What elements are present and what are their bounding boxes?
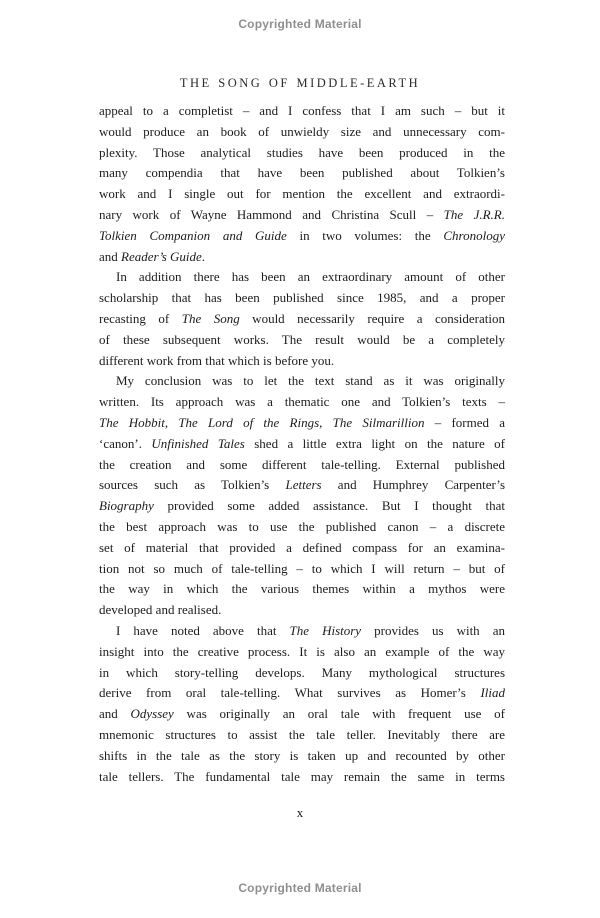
text-line bbox=[99, 600, 505, 621]
copyright-notice-top: Copyrighted Material bbox=[238, 17, 362, 31]
italic-text-segment: Iliad bbox=[480, 685, 505, 701]
text-line bbox=[99, 351, 505, 372]
text-segment: many compendia that have been published about Tolkien’s bbox=[99, 165, 505, 181]
italic-text-segment: Odyssey bbox=[130, 706, 174, 722]
text-segment: different work from that which is before you. bbox=[99, 352, 335, 368]
text-line bbox=[99, 455, 505, 476]
italic-text-segment: Tolkien Companion and Guide bbox=[99, 227, 287, 243]
italic-text-segment: The History bbox=[289, 622, 362, 638]
text-line bbox=[99, 683, 505, 704]
text-line bbox=[99, 143, 505, 164]
text-line bbox=[99, 101, 505, 122]
text-segment: provides us with an bbox=[361, 622, 505, 638]
text-line bbox=[99, 413, 505, 434]
text-segment: written. Its approach was a thematic one and Tolkien’s texts – bbox=[99, 394, 505, 410]
text-segment: the creation and some different tale-telling. External published bbox=[99, 456, 505, 472]
text-line bbox=[99, 267, 505, 288]
text-segment: In addition there has been an extraordinary amount of other bbox=[116, 269, 505, 285]
text-line bbox=[99, 517, 505, 538]
text-segment: and bbox=[99, 248, 122, 264]
text-segment: derive from oral tale-telling. What survives as Homer’s bbox=[99, 685, 481, 701]
body-text bbox=[99, 101, 505, 787]
text-line bbox=[99, 226, 505, 247]
text-segment: nary work of Wayne Hammond and Christina Scull – bbox=[99, 206, 444, 222]
text-line bbox=[99, 475, 505, 496]
text-line bbox=[99, 767, 505, 788]
text-segment: developed and realised. bbox=[99, 602, 222, 618]
text-segment: and Humphrey Carpenter’s bbox=[321, 477, 506, 493]
text-line bbox=[99, 538, 505, 559]
text-segment: the best approach was to use the published canon – a discrete bbox=[99, 518, 505, 534]
text-segment: and bbox=[99, 706, 131, 722]
text-segment: My conclusion was to let the text stand as it was originally bbox=[116, 373, 505, 389]
text-line bbox=[99, 330, 505, 351]
text-line bbox=[99, 371, 505, 392]
text-line bbox=[99, 746, 505, 767]
text-line bbox=[99, 184, 505, 205]
text-line bbox=[99, 163, 505, 184]
text-line bbox=[99, 642, 505, 663]
italic-text-segment: Letters bbox=[285, 477, 322, 493]
text-line bbox=[99, 392, 505, 413]
italic-text-segment: The Song bbox=[181, 310, 240, 326]
copyright-notice-bottom: Copyrighted Material bbox=[238, 881, 362, 895]
text-line bbox=[99, 434, 505, 455]
italic-text-segment: Unfinished Tales bbox=[151, 435, 245, 451]
text-segment: recasting of bbox=[99, 310, 182, 326]
text-segment: set of material that provided a defined compass for an examina- bbox=[99, 539, 505, 555]
text-line bbox=[99, 579, 505, 600]
text-segment: tion not so much of tale-telling – to which I will return – but of bbox=[99, 560, 505, 576]
italic-text-segment: Biography bbox=[99, 498, 154, 514]
text-line bbox=[99, 247, 505, 268]
text-line bbox=[99, 559, 505, 580]
italic-text-segment: The J.R.R. bbox=[443, 206, 505, 222]
text-line bbox=[99, 122, 505, 143]
italic-text-segment: Chronology bbox=[443, 227, 505, 243]
text-segment: ‘canon’. bbox=[99, 435, 152, 451]
text-segment: in which story-telling develops. Many mythological structures bbox=[99, 664, 505, 680]
text-segment: the way in which the various themes within a mythos were bbox=[99, 581, 505, 597]
text-segment: work and I single out for mention the excellent and extraordi- bbox=[99, 186, 505, 202]
italic-text-segment: Reader’s Guide bbox=[121, 248, 202, 264]
text-segment: plexity. Those analytical studies have been produced in the bbox=[99, 144, 505, 160]
italic-text-segment: The Hobbit, The Lord of the Rings, The Silmarillion bbox=[99, 414, 425, 430]
text-segment: . bbox=[201, 248, 206, 264]
text-line bbox=[99, 663, 505, 684]
text-segment: – formed a bbox=[424, 414, 505, 430]
text-segment: sources such as Tolkien’s bbox=[99, 477, 286, 493]
text-segment: shed a little extra light on the nature of bbox=[244, 435, 506, 451]
page-number: x bbox=[296, 805, 304, 820]
text-segment: provided some added assistance. But I thought that bbox=[153, 498, 505, 514]
text-segment: was originally an oral tale with frequent use of bbox=[173, 706, 505, 722]
text-segment: shifts in the tale as the story is taken up and recounted by other bbox=[99, 747, 505, 763]
text-segment: in two volumes: the bbox=[286, 227, 444, 243]
text-segment: would produce an book of unwieldy size and unnecessary com- bbox=[99, 123, 505, 139]
text-segment: I have noted above that bbox=[116, 622, 290, 638]
text-line bbox=[99, 704, 505, 725]
text-segment: would necessarily require a consideration bbox=[239, 310, 505, 326]
text-line bbox=[99, 496, 505, 517]
text-line bbox=[99, 621, 505, 642]
text-segment: scholarship that has been published since 1985, and a proper bbox=[99, 290, 505, 306]
text-line bbox=[99, 309, 505, 330]
text-segment: appeal to a completist – and I confess that I am such – but it bbox=[99, 103, 505, 118]
text-segment: mnemonic structures to assist the tale teller. Inevitably there are bbox=[99, 726, 505, 742]
text-segment: of these subsequent works. The result would be a completely bbox=[99, 331, 505, 347]
text-segment: tale tellers. The fundamental tale may remain the same in terms bbox=[99, 768, 505, 784]
text-line bbox=[99, 205, 505, 226]
text-line bbox=[99, 725, 505, 746]
text-segment: insight into the creative process. It is also an example of the way bbox=[99, 643, 505, 659]
text-line bbox=[99, 288, 505, 309]
running-header: THE SONG OF MIDDLE-EARTH bbox=[179, 76, 421, 90]
